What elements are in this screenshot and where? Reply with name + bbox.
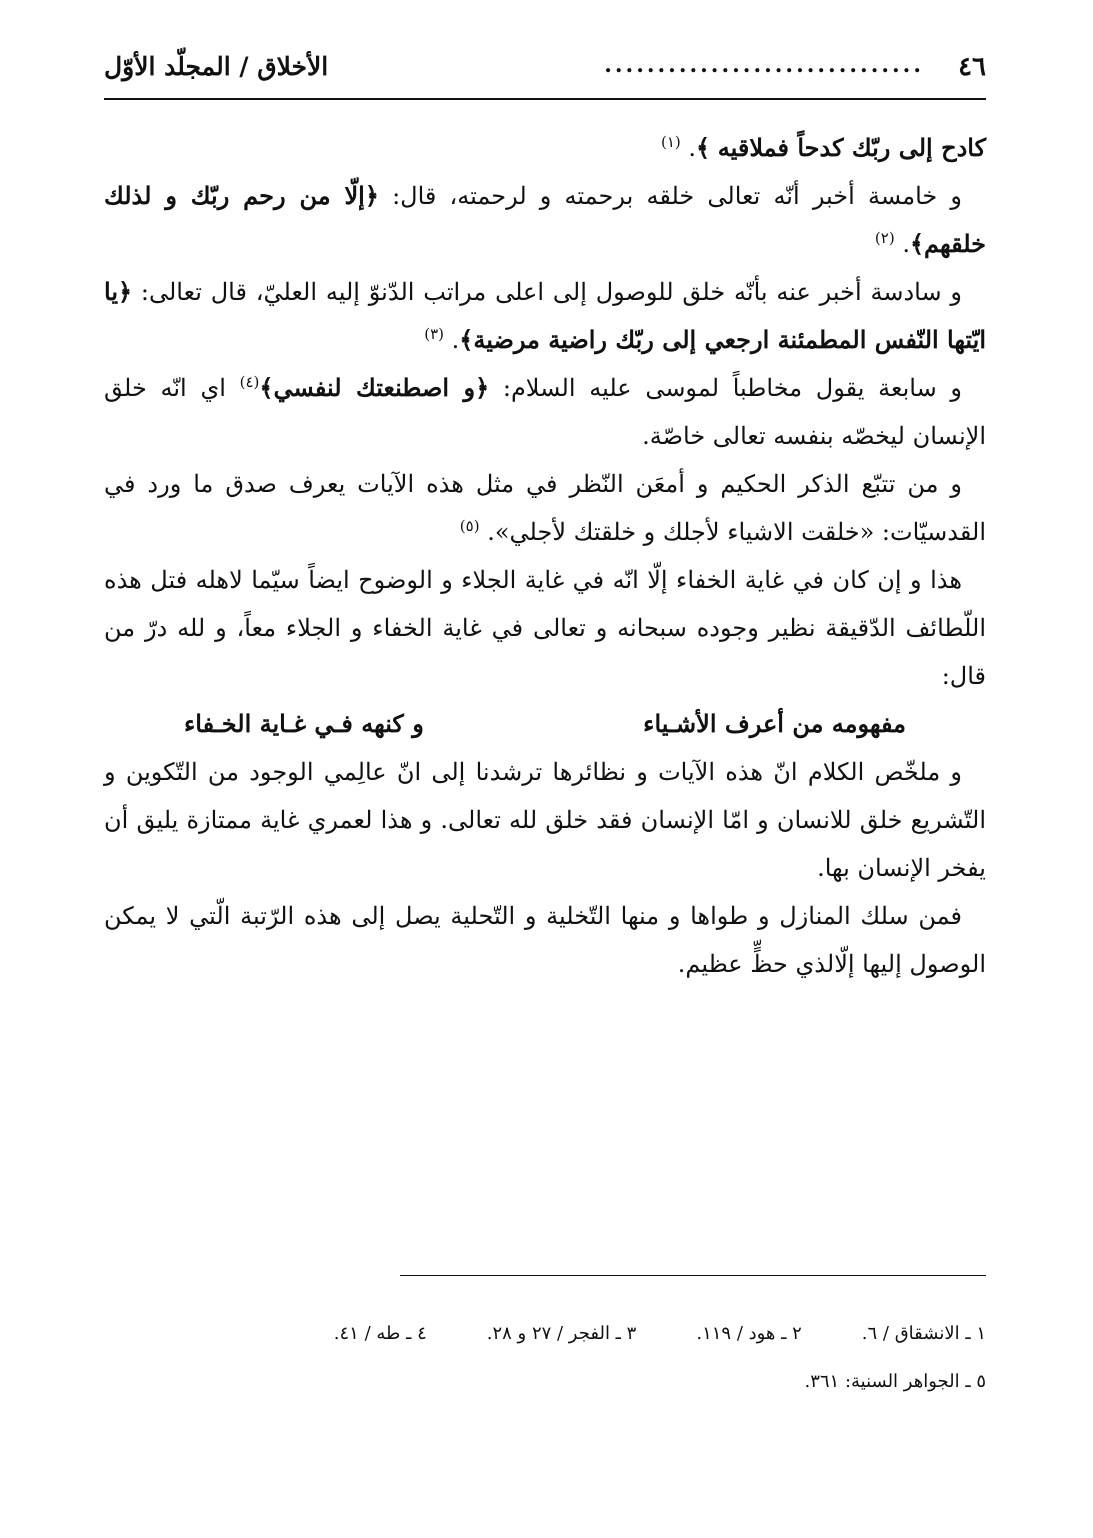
- paragraph-text: و سادسة أخبر عنه بأنّه خلق للوصول إلى اعلى مراتب الدّنوّ إليه العليّ، قال تعالى:: [132, 278, 962, 306]
- quote-close-bracket: ﴾: [259, 373, 274, 402]
- footnote-ref: (٤): [239, 373, 260, 391]
- paragraph-4: [104, 364, 986, 460]
- footnote-3: ٣ ـ الفجر / ٢٧ و ٢٨.: [486, 1323, 637, 1344]
- quote-open-bracket: ﴿: [475, 373, 490, 402]
- paragraph-text: و خامسة أخبر أنّه تعالى خلقه برحمته و لرحمته، قال:: [378, 182, 962, 210]
- quran-quote: كادح إلى ربّك كدحاً فملاقيه: [717, 133, 986, 162]
- footnote-2: ٢ ـ هود / ١١٩.: [696, 1323, 802, 1344]
- header-title: الأخلاق / المجلّد الأوّل: [104, 52, 329, 81]
- quote-close-bracket: ﴾: [696, 133, 711, 162]
- paragraph-text: و سابعة يقول مخاطباً لموسى عليه السلام:: [489, 374, 962, 402]
- footnote-ref: (٢): [874, 229, 895, 247]
- running-header: [104, 46, 986, 98]
- paragraph-1: كادح إلى ربّك كدحاً فملاقيه ﴾. $^{(١)}$: [661, 133, 986, 162]
- footnote-row: [104, 1358, 986, 1406]
- footnote-5: ٥ ـ الجواهر السنية: ٣٦١.: [804, 1371, 986, 1392]
- footnote-ref: (٣): [424, 325, 444, 343]
- footnote-ref: (١): [661, 133, 681, 151]
- verse-hemistich-left: و كنهه فـي غـاية الخـفاء: [184, 709, 424, 738]
- paragraph-8: [104, 892, 986, 988]
- quran-quote: إلّا من رحم ربّك و لذلك خلقهم: [104, 181, 986, 258]
- quote-close-bracket: ﴾: [459, 325, 474, 354]
- header-rule: [104, 98, 986, 100]
- paragraph-text: و ملخّص الكلام انّ هذه الآيات و نظائرها ترشدنا إلى انّ عالِمي الوجود من التّكوين و التّشريع خلق للانسان و امّا الإنسان فقد خلق لله تعالى. و هذا لعمري غاية ممتازة يليق أن يفخر الإنسان بها.: [104, 758, 986, 882]
- paragraph-text: اي انّه خلق الإنسان ليخصّه بنفسه تعالى خاصّة.: [104, 374, 986, 450]
- quote-open-bracket: ﴿: [364, 181, 379, 210]
- verse-hemistich-right: مفهومه من أعرف الأشـياء: [643, 709, 906, 738]
- footnote-ref: (٥): [459, 517, 480, 535]
- quran-quote: و اصطنعتك لنفسي: [273, 373, 476, 402]
- main-text: [104, 124, 986, 988]
- quran-quote: يا ايّتها النّفس المطمئنة ارجعي إلى ربّك راضية مرضية: [104, 277, 986, 354]
- quote-open-bracket: ﴿: [118, 277, 133, 306]
- header-leader-dots: ..............................: [604, 52, 924, 78]
- footnote-1: ١ ـ الانشقاق / ٦.: [861, 1323, 986, 1344]
- poetry-verse: [104, 700, 986, 748]
- paragraph-5: [104, 460, 986, 556]
- quote-close-bracket: ﴾: [909, 229, 925, 258]
- paragraph-text: فمن سلك المنازل و طواها و منها التّخلية و التّحلية يصل إلى هذه الرّتبة الّتي لا يمكن الوصول إليها إلّالذي حظٍّ عظيم.: [104, 902, 986, 978]
- paragraph-text: و من تتبّع الذكر الحكيم و أمعَن النّظر في مثل هذه الآيات يعرف صدق ما ورد في القدسيّات: «خلقت الاشياء لأجلك و خلقتك لأجلي».: [104, 470, 986, 546]
- paragraph-3: و سادسة أخبر عنه بأنّه خلق للوصول إلى اعلى مراتب الدّنوّ إليه العليّ، قال تعالى: ﴿يا ايّتها النّفس المطمئنة ارجعي إلى ربّك راضية مرضية﴾. $^{(٣)}$: [104, 277, 986, 354]
- paragraph-2: و خامسة أخبر أنّه تعالى خلقه برحمته و لرحمته، قال: ﴿إلّا من رحم ربّك و لذلك خلقهم﴾. $^{(٢)}$: [104, 181, 986, 258]
- paragraph-6: [104, 556, 986, 700]
- footnotes: [104, 1310, 986, 1406]
- footnote-rule: [400, 1275, 986, 1276]
- paragraph-text: هذا و إن كان في غاية الخفاء إلّا انّه في غاية الجلاء و الوضوح ايضاً سيّما لاهله فتل هذه اللّطائف الدّقيقة نظير وجوده سبحانه و تعالى في غاية الخفاء و الجلاء معاً، و لله درّ من قال:: [104, 566, 986, 690]
- footnote-row: [104, 1310, 986, 1358]
- footnote-4: ٤ ـ طه / ٤١.: [333, 1323, 427, 1344]
- page-number: ٤٦: [958, 52, 986, 82]
- paragraph-7: [104, 748, 986, 892]
